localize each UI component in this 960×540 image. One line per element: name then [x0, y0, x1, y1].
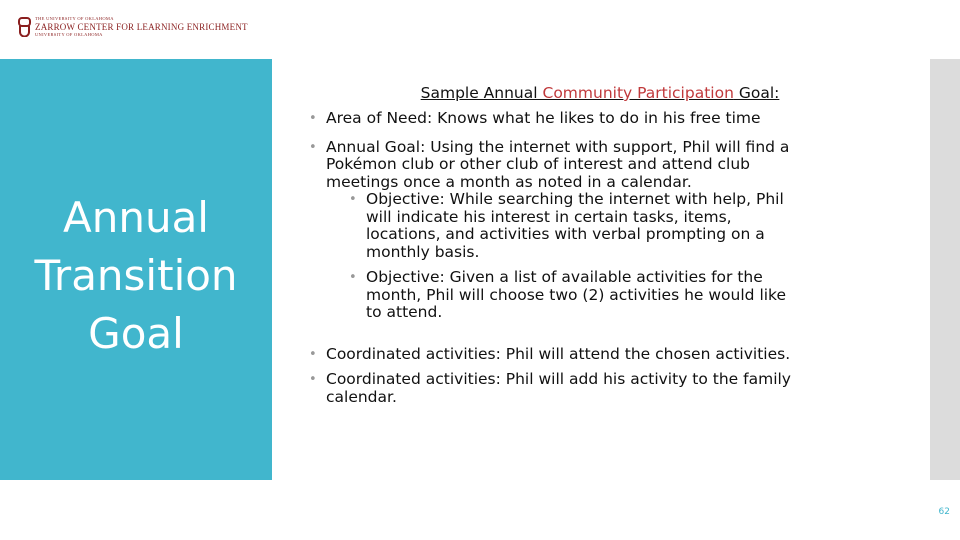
coordinated-activity-1-item	[300, 346, 900, 364]
area-of-need-item	[300, 110, 900, 128]
area-of-need-text: Area of Need: Knows what he likes to do in his free time	[326, 109, 761, 127]
logo-line-3: UNIVERSITY OF OKLAHOMA	[35, 31, 103, 37]
annual-goal-line-2: Pokémon club or other club of interest and attend club	[326, 155, 751, 173]
annual-goal-line-3: meetings once a month as noted in a calendar.	[326, 172, 692, 191]
objective-1-line-1: • Objective: While searching the internet with help, Phil	[366, 190, 784, 208]
logo-line-2: ZARROW CENTER FOR LEARNING ENRICHMENT	[35, 21, 248, 32]
slide-title	[34, 189, 237, 363]
objective-1-line-4: monthly basis.	[366, 242, 480, 261]
objective-2-item	[300, 269, 900, 322]
objective-2-line-2: month, Phil will choose two (2) activities he would like	[366, 285, 787, 304]
objective-1-line-3: locations, and activities with verbal prompting on a	[366, 225, 765, 243]
goal-list	[300, 110, 900, 406]
coordinated-activity-2-line-1: • Coordinated activities: Phil will add his activity to the family	[326, 370, 791, 388]
annual-goal-line-1: • Annual Goal: Using the internet with support, Phil will find a	[326, 137, 790, 156]
slide-title-line-2: Transition	[34, 250, 238, 300]
coordinated-activity-2-item	[300, 371, 900, 406]
coordinated-activity-2-line-2: calendar.	[326, 387, 397, 406]
slide-content	[300, 83, 900, 406]
goal-heading-accent: Community Participation	[542, 84, 734, 102]
title-panel	[0, 59, 272, 480]
annual-goal-item	[300, 139, 900, 192]
goal-heading	[300, 83, 900, 103]
goal-heading-suffix: Goal:	[733, 84, 780, 102]
objective-2-line-1: • Objective: Given a list of available activities for the	[366, 268, 763, 286]
objective-2-line-3: to attend.	[366, 303, 443, 321]
objective-1-line-2: will indicate his interest in certain tasks, items,	[366, 207, 732, 226]
side-bar	[930, 59, 960, 480]
logo-line-1: THE UNIVERSITY OF OKLAHOMA	[35, 16, 114, 21]
slide-title-line-1: Annual	[62, 192, 209, 242]
objective-1-item	[300, 191, 900, 261]
page-number: 62	[938, 507, 950, 517]
goal-heading-prefix: Sample Annual	[420, 84, 543, 102]
coordinated-activity-1-text: Coordinated activities: Phil will attend the chosen activities.	[326, 344, 791, 363]
university-logo	[18, 17, 248, 43]
ou-logo-icon	[18, 17, 31, 37]
slide-title-line-3: Goal	[88, 308, 184, 358]
logo-text	[35, 17, 248, 37]
